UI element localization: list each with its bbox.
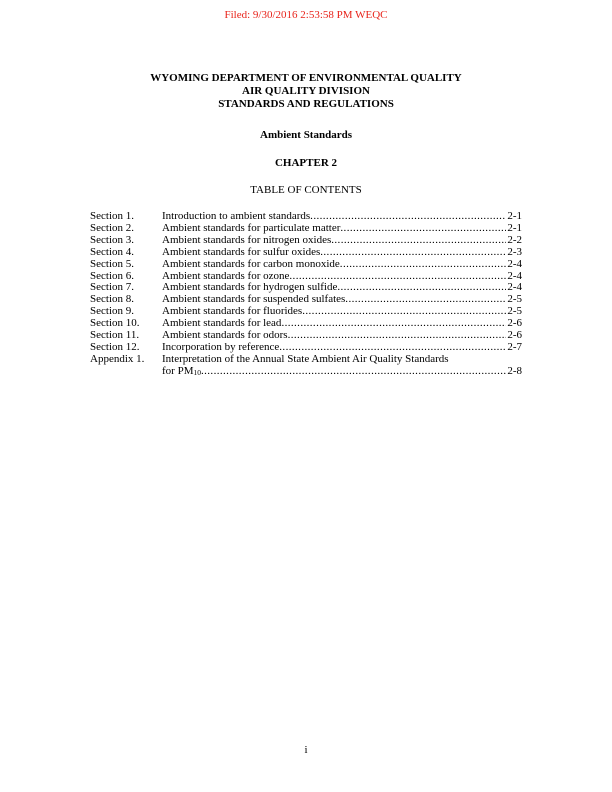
- toc-entry-title-prefix: for PM: [162, 364, 194, 377]
- toc-entry-title: Ambient standards for ozone: [162, 269, 290, 282]
- toc-entry-page: 2-5: [507, 293, 522, 306]
- page-number: i: [304, 744, 308, 756]
- toc-entry-appendix: [90, 354, 522, 379]
- toc-entry-number: Section 12.: [90, 340, 140, 353]
- toc-entry-number: Section 3.: [90, 233, 134, 246]
- toc-dot-leader: [320, 247, 506, 259]
- agency-name: WYOMING DEPARTMENT OF ENVIRONMENTAL QUALITY: [150, 72, 462, 84]
- toc-entry-page: 2-6: [507, 317, 522, 330]
- toc-entry: [90, 294, 522, 306]
- toc-entry-page: 2-4: [507, 269, 522, 282]
- toc-entry-title: Ambient standards for fluorides: [162, 305, 303, 318]
- toc-entry-page: 2-8: [507, 364, 522, 377]
- toc-entry-page: 2-2: [507, 233, 522, 246]
- toc-dot-leader: [345, 294, 506, 306]
- toc-entry-number: Appendix 1.: [90, 352, 145, 365]
- toc-entry-number: Section 11.: [90, 329, 140, 342]
- toc-entry: [90, 318, 522, 330]
- agency-header: [0, 72, 612, 111]
- toc-entry-number: Section 4.: [90, 245, 134, 258]
- toc-entry-page: 2-4: [507, 257, 522, 270]
- toc-entry-number: Section 7.: [90, 281, 134, 294]
- toc-entry-number: Section 10.: [90, 317, 140, 330]
- toc-dot-leader: [302, 306, 506, 318]
- toc-entry-number: Section 1.: [90, 210, 134, 222]
- division-name: AIR QUALITY DIVISION: [242, 85, 370, 97]
- document-subject: Ambient Standards: [260, 129, 352, 141]
- toc-entry-page: 2-6: [507, 329, 522, 342]
- toc-entry-page: 2-1: [507, 221, 522, 234]
- toc-entry-number: Section 6.: [90, 269, 134, 282]
- toc-entry-title: Introduction to ambient standards: [162, 210, 311, 222]
- toc-entry: [90, 330, 522, 342]
- toc-entry-number: Section 8.: [90, 293, 134, 306]
- toc-entry-title-line2: [162, 366, 201, 379]
- toc-dot-leader: [340, 259, 507, 271]
- toc-entry-title-subscript: 10: [193, 367, 201, 377]
- toc-entry: [90, 306, 522, 318]
- toc-entry-title: Ambient standards for suspended sulfates: [162, 293, 346, 306]
- toc-entry: [90, 247, 522, 259]
- toc-entry-title: Ambient standards for particulate matter: [162, 221, 341, 234]
- toc-entry-page: 2-4: [507, 281, 522, 294]
- toc-entry-title: Incorporation by reference: [162, 340, 280, 353]
- filed-stamp: Filed: 9/30/2016 2:53:58 PM WEQC: [224, 9, 388, 21]
- toc-dot-leader: [201, 366, 506, 378]
- toc-entry-title: Ambient standards for nitrogen oxides: [162, 233, 332, 246]
- toc-entry-title: Ambient standards for carbon monoxide: [162, 257, 340, 270]
- toc-entry-title: Ambient standards for sulfur oxides: [162, 245, 321, 258]
- toc-entry-number: Section 9.: [90, 305, 134, 318]
- toc-entry-page: 2-1: [507, 210, 522, 222]
- document-series: STANDARDS AND REGULATIONS: [218, 98, 394, 110]
- toc-entry-title: Ambient standards for hydrogen sulfide: [162, 281, 338, 294]
- toc-dot-leader: [331, 235, 506, 247]
- toc-entry: [90, 235, 522, 247]
- toc-entry-page: 2-3: [507, 245, 522, 258]
- toc-entry-title: Ambient standards for odors: [162, 329, 288, 342]
- toc-entry-title-line1: Interpretation of the Annual State Ambient Air Quality Standards: [162, 352, 449, 365]
- toc-dot-leader: [288, 330, 507, 342]
- toc-dot-leader: [281, 318, 506, 330]
- toc-entry-number: Section 2.: [90, 221, 134, 234]
- chapter-title: CHAPTER 2: [274, 157, 338, 169]
- toc-entry-page: 2-5: [507, 305, 522, 318]
- toc-entry-page: 2-7: [507, 340, 522, 353]
- toc-heading: TABLE OF CONTENTS: [250, 184, 362, 196]
- toc-dot-leader: [340, 223, 506, 235]
- toc-entry: [90, 259, 522, 271]
- toc-dot-leader: [337, 282, 506, 294]
- toc-entry-title: Ambient standards for lead: [162, 317, 282, 330]
- table-of-contents: [90, 211, 522, 379]
- toc-entry-number: Section 5.: [90, 257, 134, 270]
